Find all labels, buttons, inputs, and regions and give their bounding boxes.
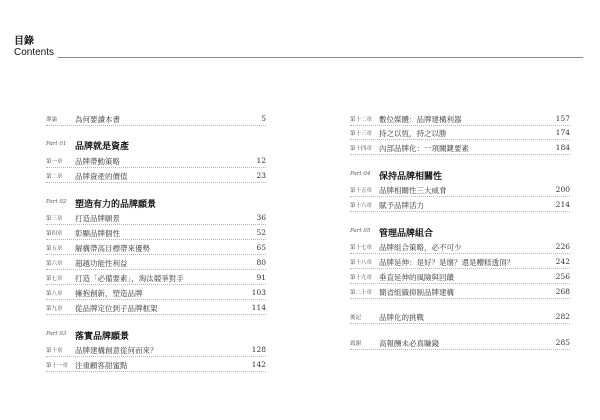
toc-header <box>14 37 54 58</box>
page-number: 200 <box>555 185 570 194</box>
chapter-label: 第二十章 <box>350 290 373 296</box>
chapter-title: 品牌組合策略，必不可少 <box>379 243 462 252</box>
toc-title-zh: 目錄 <box>14 36 34 47</box>
part-label: Part 03 <box>46 331 67 337</box>
dotted-divider <box>350 253 570 254</box>
part-label: Part 05 <box>350 228 371 234</box>
part-title: 塑造有力的品牌願景 <box>75 200 157 210</box>
chapter-title: 賦予品牌活力 <box>379 201 424 210</box>
chapter-title: 擁抱創新，塑造品牌 <box>75 289 143 298</box>
toc-entry <box>350 185 570 197</box>
page-number: 103 <box>251 288 266 297</box>
chapter-label: 導論 <box>46 117 58 123</box>
chapter-label: 第七章 <box>46 276 63 282</box>
chapter-title: 超越功能性利益 <box>75 259 128 268</box>
dotted-divider <box>350 283 570 284</box>
chapter-title: 品牌資產的價值 <box>75 172 128 181</box>
chapter-label: 致謝 <box>350 341 362 347</box>
page-number: 142 <box>251 360 266 369</box>
dotted-divider <box>350 196 570 197</box>
chapter-label: 第六章 <box>46 261 63 267</box>
page-number: 65 <box>256 243 266 252</box>
dotted-divider <box>350 125 570 126</box>
chapter-title: 高報酬未必真賺錢 <box>379 339 439 348</box>
chapter-label: 第三章 <box>46 216 63 222</box>
dotted-divider <box>46 167 266 168</box>
toc-entry <box>46 303 266 315</box>
chapter-label: 第十七章 <box>350 245 373 251</box>
dotted-divider <box>46 314 266 315</box>
chapter-title: 持之以恆，持之以勝 <box>379 129 447 138</box>
chapter-label: 第十六章 <box>350 203 373 209</box>
part-heading <box>350 227 570 239</box>
chapter-label: 第八章 <box>46 291 63 297</box>
chapter-label: 第九章 <box>46 306 63 312</box>
toc-entry <box>46 258 266 270</box>
chapter-title: 品牌延伸：是好？是壞？還是糟糕透頂？ <box>379 258 514 267</box>
chapter-label: 第四章 <box>46 231 63 237</box>
page-number: 242 <box>555 257 570 266</box>
chapter-label: 第十四章 <box>350 146 373 152</box>
page-number: 36 <box>256 213 266 222</box>
chapter-title: 為何要讀本書 <box>75 115 120 124</box>
chapter-title: 品牌相關性三大威脅 <box>379 186 447 195</box>
chapter-title: 打造品牌願景 <box>75 214 120 223</box>
toc-entry <box>350 257 570 269</box>
chapter-label: 第十章 <box>46 348 63 354</box>
toc-entry <box>350 272 570 284</box>
page-number: 174 <box>555 128 570 137</box>
page-number: 91 <box>256 273 266 282</box>
page-number: 5 <box>261 114 266 123</box>
part-heading <box>46 140 266 152</box>
part-title: 落實品牌願景 <box>75 332 130 342</box>
toc-entry <box>46 171 266 183</box>
dotted-divider <box>350 154 570 155</box>
toc-entry <box>46 243 266 255</box>
toc-entry <box>46 228 266 240</box>
dotted-divider <box>46 254 266 255</box>
page-number: 285 <box>555 338 570 347</box>
chapter-title: 品牌化的挑戰 <box>379 313 424 322</box>
chapter-label: 第十二章 <box>350 117 373 123</box>
header-rule <box>58 57 583 58</box>
chapter-label: 第十九章 <box>350 275 373 281</box>
toc-entry <box>350 200 570 212</box>
toc-entry <box>350 143 570 155</box>
page-number: 282 <box>555 312 570 321</box>
toc-entry <box>46 114 266 126</box>
part-title: 管理品牌組合 <box>379 229 434 239</box>
chapter-title: 彰顯品牌個性 <box>75 229 120 238</box>
page-number: 128 <box>251 345 266 354</box>
chapter-title: 品牌帶動策略 <box>75 157 120 166</box>
dotted-divider <box>350 323 570 324</box>
toc-entry <box>350 287 570 299</box>
page-number: 184 <box>555 143 570 152</box>
toc-entry <box>350 128 570 140</box>
chapter-label: 第一章 <box>46 159 63 165</box>
dotted-divider <box>350 298 570 299</box>
page-number: 256 <box>555 272 570 281</box>
dotted-divider <box>46 182 266 183</box>
chapter-title: 品牌建構創意從何而來？ <box>75 346 158 355</box>
dotted-divider <box>46 371 266 372</box>
dotted-divider <box>350 349 570 350</box>
dotted-divider <box>46 356 266 357</box>
toc-entry <box>350 338 570 350</box>
dotted-divider <box>46 284 266 285</box>
dotted-divider <box>46 239 266 240</box>
toc-entry <box>350 312 570 324</box>
chapter-title: 簡省組織抑制品牌建構 <box>379 288 454 297</box>
toc-entry <box>350 242 570 254</box>
chapter-label: 第十八章 <box>350 260 373 266</box>
toc-entry <box>46 288 266 300</box>
chapter-title: 數位媒體：品牌建構利器 <box>379 115 462 124</box>
dotted-divider <box>46 269 266 270</box>
chapter-title: 從品牌定位到子品牌框架 <box>75 304 158 313</box>
dotted-divider <box>350 139 570 140</box>
chapter-label: 第二章 <box>46 174 63 180</box>
toc-entry <box>46 213 266 225</box>
part-label: Part 02 <box>46 199 67 205</box>
part-label: Part 01 <box>46 141 67 147</box>
dotted-divider <box>46 125 266 126</box>
page-number: 114 <box>251 303 266 312</box>
toc-title-en: Contents <box>14 47 55 58</box>
dotted-divider <box>350 268 570 269</box>
chapter-label: 後記 <box>350 315 362 321</box>
chapter-title: 解構帶高目標帶來優勢 <box>75 244 150 253</box>
toc-entry <box>46 360 266 372</box>
part-label: Part 04 <box>350 171 371 177</box>
toc-entry <box>46 156 266 168</box>
part-heading <box>350 170 570 182</box>
chapter-label: 第十三章 <box>350 131 373 137</box>
chapter-label: 第五章 <box>46 246 63 252</box>
dotted-divider <box>46 299 266 300</box>
page-number: 157 <box>555 114 570 123</box>
page-number: 226 <box>555 242 570 251</box>
page-number: 52 <box>256 228 266 237</box>
page-number: 12 <box>256 156 266 165</box>
part-title: 品牌就是資產 <box>75 142 130 152</box>
chapter-title: 垂直延伸的風險與回饋 <box>379 273 454 282</box>
page-number: 214 <box>555 200 570 209</box>
toc-entry <box>46 345 266 357</box>
part-heading <box>46 330 266 342</box>
part-heading <box>46 198 266 210</box>
chapter-label: 第十五章 <box>350 188 373 194</box>
page-number: 23 <box>256 171 266 180</box>
dotted-divider <box>46 224 266 225</box>
chapter-label: 第十一章 <box>46 363 69 369</box>
page-number: 268 <box>555 287 570 296</box>
part-title: 保持品牌相關性 <box>379 172 443 182</box>
chapter-title: 內部品牌化：一項關鍵要素 <box>379 144 469 153</box>
chapter-title: 打造「必備要素」，淘汰競爭對手 <box>75 274 184 283</box>
dotted-divider <box>350 211 570 212</box>
page-number: 80 <box>256 258 266 267</box>
chapter-title: 注重顧客甜蜜點 <box>75 361 128 370</box>
toc-entry <box>350 114 570 126</box>
toc-entry <box>46 273 266 285</box>
